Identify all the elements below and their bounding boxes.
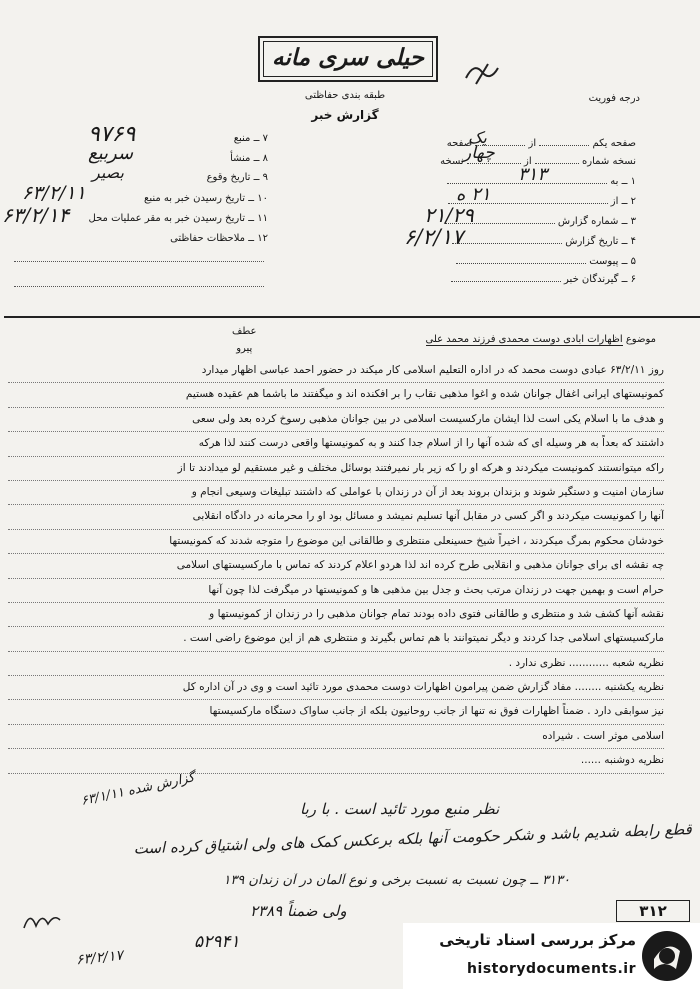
field-recipients: ۶ ــ گیرندگان خبر [451,274,636,285]
reference-label: عطف پیرو [232,326,257,354]
field-occurrence: ۹ ــ تاریخ وقوع [206,172,268,183]
body-line: آنها را کمونیست میکردند و اگر کسی در مقابل آنها تسلیم نمیشد و مسائل بود او را محرمانه در دادگاه انقلابی [8,505,664,529]
report-date-value: ۶/۲/۱۷ [404,225,464,249]
origin-value: سربیع [88,143,134,164]
occurrence-value: بصیر [92,163,124,182]
body-line: حرام است و بهمین جهت در زندان مرتب بحث و جدل بین مذهبی ها و کمونیستها در میگرفت لذا چون آنها [8,579,664,603]
body-line: چه نقشه ای برای جوانان مذهبی و انقلابی طرح کرده اند لذا هردو اعلام کردند که تماس با مارکسیستهای اسلامی [8,554,664,578]
page-number: ۳۱۲ [616,900,690,922]
classification-label: طبقه بندی حفاظتی [304,90,386,101]
received-site-value: ۶۳/۲/۱۴ [2,203,70,227]
received-source-value: ۶۳/۲/۱۱ [22,182,86,204]
handwritten-note: گزارش شده ۶۳/۱/۱۱ [79,770,196,809]
body-line: نقشه آنها کشف شد و منتظری و طالقانی فتوی داده بودند تمام جوانان مذهبی را در زندان از کمونیستها و [8,603,664,627]
body-line: و هدف ما با اسلام یکی است لذا ایشان مارکسیست اسلامی در بین جوانان مذهبی رسوخ کرده بعد ولی سعی [8,408,664,432]
field-security-notes: ۱۲ ــ ملاحظات حفاظتی [170,233,268,244]
page-value: یک [468,128,487,147]
archive-logo [403,923,700,989]
handwritten-note: ۳۱۳۰ ــ چون نسبت به نسبت برخی و نوع آلمان در آن زندان ۱۳۹ [223,873,570,888]
field-from: ۲ ــ از [448,196,636,207]
to-value: ۳۱۳ [518,164,548,185]
subject-text: اظهارات ابادی دوست محمدی فرزند محمد علی [425,334,623,345]
field-received-site: ۱۱ ــ تاریخ رسیدن خبر به مقر عملیات محل [88,213,268,224]
field-origin: ۸ ــ منشأ [230,153,268,164]
field-source: ۷ ــ منبع [233,133,268,144]
handwritten-mark-icon [462,58,502,90]
handwritten-note: قطع رابطه شدیم باشد و شکر حکومت آنها بلکه برعکس کمک های ولی اشتیاق کرده است [133,820,693,858]
body-line: نظریه یکشنبه ........ مفاد گزارش ضمن پیرامون اظهارات دوست محمدی مورد تائید است و وی در آن اداره کل [8,676,664,700]
field-report-date: ۴ ــ تاریخ گزارش [452,236,636,247]
body-line: اسلامی موثر است . شیراده [8,725,664,749]
blank-line [14,260,264,262]
stamp-text: حیلی سری مانه [272,44,424,71]
signature-icon [22,908,62,934]
body-line: مارکسیستهای اسلامی جدا کردند و دیگر نمیتوانند با هم تماس بگیرند و منتظری هم از این موضوع راضی است . [8,627,664,651]
copy-value: چهار [463,143,495,163]
from-value: ۲۱ ه [456,184,491,205]
handwritten-note: نظر منبع مورد تائید است . با ربا [300,800,500,818]
body-line: روز ۶۳/۲/۱۱ عبادی دوست محمد که در اداره التعلیم اسلامی کار میکند در حضور احمد عباسی اظهار میدارد [8,359,664,383]
report-type: گزارش خبر [311,108,379,122]
logo-name: مرکز بررسی اسناد تاریخی [439,931,636,949]
source-value: ۹۷۶۹ [88,122,136,147]
body-line: سازمان امنیت و دستگیر شوند و بزندان بروند بعد از آن در زندان با عواملی که داشتند تبلیغات وسیعی انجام و [8,481,664,505]
subject-line: موضوع اظهارات ابادی دوست محمدی فرزند محمد علی [425,334,656,345]
handwritten-note: ۶۳/۲/۱۷ [75,947,124,969]
logo-url: historydocuments.ir [467,961,636,977]
classification-stamp [258,36,438,82]
field-received-source: ۱۰ ــ تاریخ رسیدن خبر به منبع [144,193,268,204]
body-line: نیز سوابقی دارد . ضمناً اظهارات فوق نه تنها از جانب روحانیون بلکه از جانب ساواک دستگاه مارکسیستها [8,700,664,724]
body-line: نظریه دوشنبه ...... [8,749,664,773]
field-page: صفحه یکم از صفحه [446,138,636,149]
report-no-value: ۲۱/۲۹ [424,203,474,227]
body-line: کمونیستهای ایرانی اغفال جوانان شده و اغوا مذهبی نقاب را بر افکنده اند و میگفتند ما باشما هم عقیده هستیم [8,383,664,407]
field-to: ۱ ــ به [447,176,636,187]
handwritten-note: ۵۲۹۴۱ [194,932,240,952]
blank-line [14,285,264,287]
handwritten-note: ولی ضمناً ۲۳۸۹ [250,902,347,920]
field-copy: نسخه شماره از نسخه [440,156,636,167]
body-line: خودشان محکوم بمرگ میکردند ، اخیراً شیخ حسینعلی منتظری و طالقانی این موضوع را متوجه شدند که کمونیستها [8,530,664,554]
report-body [8,359,664,774]
body-line: داشتند که بعداً به هر وسیله ای که شده آنها را از اسلام جدا کنند و به کمونیستها واقعی درست کنند لذا هرکه [8,432,664,456]
field-attachment: ۵ ــ پیوست [456,256,636,267]
archive-emblem-icon [640,929,694,983]
body-line: نظریه شعبه ............ نظری ندارد . [8,652,664,676]
section-divider [4,316,700,318]
body-line: راکه میتوانستند کمونیست میکردند و هرکه او را که زیر بار نمیرفتند بوسائل مختلف و غیر مستقیم لو میدادند تا از [8,457,664,481]
field-report-no: ۳ ــ شماره گزارش [445,216,636,227]
urgency-label: درجه فوریت [588,93,640,104]
